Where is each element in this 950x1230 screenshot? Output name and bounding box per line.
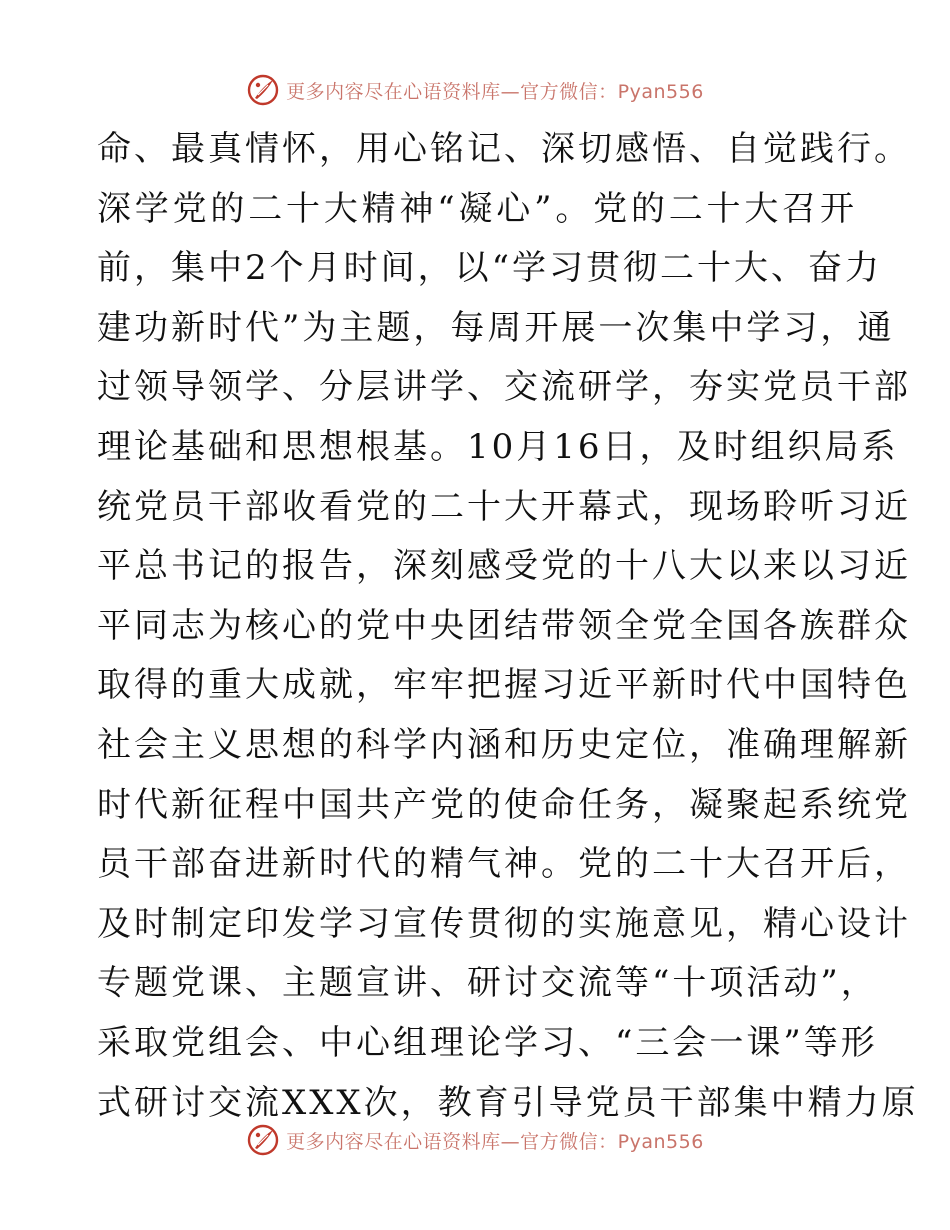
text-line: 采取党组会、中心组理论学习、“三会一课”等形 <box>97 1022 878 1063</box>
document-body <box>97 120 919 1133</box>
text-line: 员干部奋进新时代的精气神。党的二十大召开后， <box>97 844 911 885</box>
text-line: 专题党课、主题宣讲、研讨交流等“十项活动”， <box>97 963 878 1004</box>
header-watermark <box>0 70 950 110</box>
watermark-text: 更多内容尽在心语资料库—官方微信：Pyan556 <box>286 1130 704 1153</box>
text-line: 建功新时代”为主题，每周开展一次集中学习，通 <box>97 307 895 348</box>
text-line: 深学党的二十大精神“凝心”。党的二十大召开 <box>97 188 857 229</box>
watermark-text: 更多内容尽在心语资料库—官方微信：Pyan556 <box>286 80 704 103</box>
text-line: 统党员干部收看党的二十大开幕式，现场聆听习近 <box>97 486 911 527</box>
text-line: 社会主义思想的科学内涵和历史定位，准确理解新 <box>97 724 911 765</box>
text-line: 平总书记的报告，深刻感受党的十八大以来以习近 <box>97 546 911 587</box>
text-line: 前，集中2个月时间，以“学习贯彻二十大、奋力 <box>97 248 883 289</box>
quill-seal-icon <box>246 73 280 107</box>
text-line: 时代新征程中国共产党的使命任务，凝聚起系统党 <box>97 784 911 825</box>
text-line: 取得的重大成就，牢牢把握习近平新时代中国特色 <box>97 665 911 706</box>
text-line: 式研讨交流XXX次，教育引导党员干部集中精力原 <box>97 1082 919 1123</box>
quill-seal-icon <box>246 1123 280 1157</box>
text-line: 过领导领学、分层讲学、交流研学，夯实党员干部 <box>97 367 911 408</box>
text-line: 平同志为核心的党中央团结带领全党全国各族群众 <box>97 605 911 646</box>
text-line: 及时制定印发学习宣传贯彻的实施意见，精心设计 <box>97 903 911 944</box>
text-line: 理论基础和思想根基。10月16日，及时组织局系 <box>97 426 899 467</box>
text-line: 命、最真情怀，用心铭记、深切感悟、自觉践行。 <box>97 129 911 169</box>
footer-watermark <box>0 1120 950 1160</box>
